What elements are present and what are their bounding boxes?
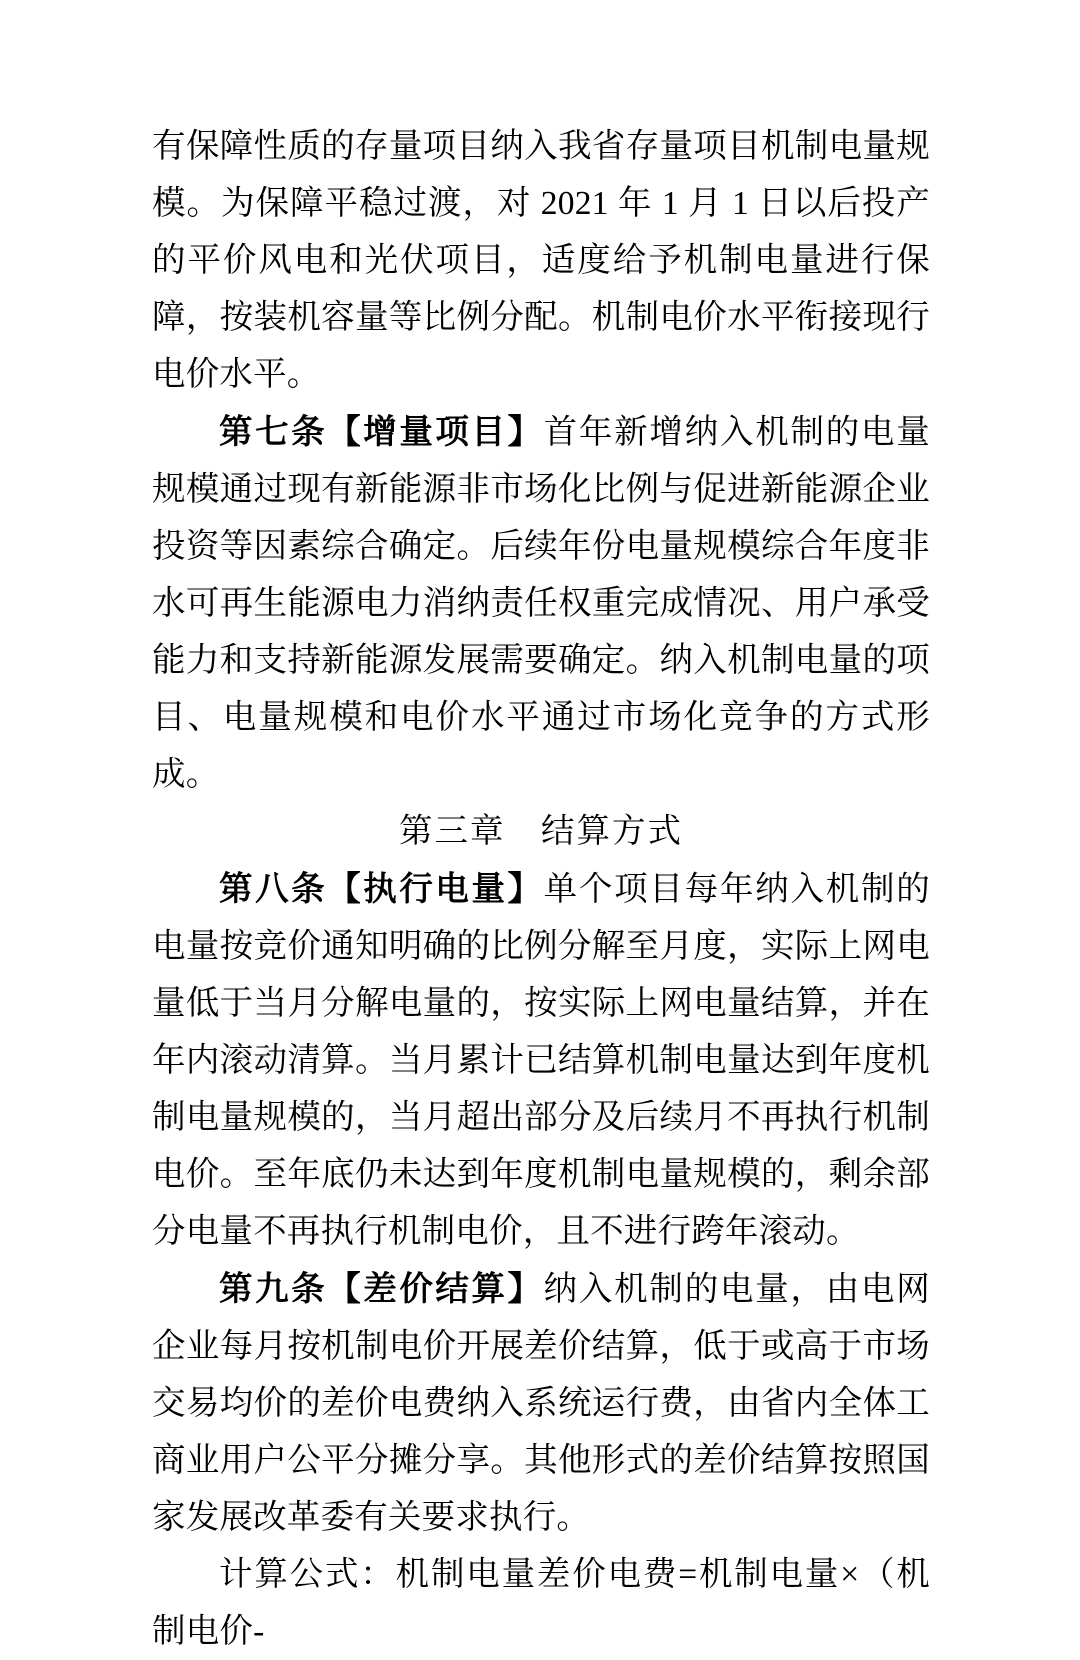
article-7-heading: 第七条【增量项目】 <box>219 412 544 451</box>
article-8-text: 单个项目每年纳入机制的电量按竞价通知明确的比例分解至月度，实际上网电量低于当月分解电量的，按实际上网电量结算，并在年内滚动清算。当月累计已结算机制电量达到年度机制电量规模的，当月超出部分及后续月不再执行机制电价。至年底仍未达到年度机制电量规模的，剩余部分电量不再执行机制电价，且不进行跨年滚动。 <box>152 871 931 1250</box>
document-body <box>152 118 930 1660</box>
article-7-text: 首年新增纳入机制的电量规模通过现有新能源非市场化比例与促进新能源企业投资等因素综合确定。后续年份电量规模综合年度非水可再生能源电力消纳责任权重完成情况、用户承受能力和支持新能源发展需要确定。纳入机制电量的项目、电量规模和电价水平通过市场化竞争的方式形成。 <box>152 414 931 793</box>
paragraph-article-7 <box>152 403 930 803</box>
paragraph-article-9 <box>152 1260 930 1546</box>
article-9-heading: 第九条【差价结算】 <box>219 1269 544 1308</box>
paragraph-formula: 计算公式：机制电量差价电费=机制电量×（机制电价- <box>152 1556 930 1650</box>
paragraph-article-8 <box>152 860 930 1260</box>
article-9-text: 纳入机制的电量，由电网企业每月按机制电价开展差价结算，低于或高于市场交易均价的差价电费纳入系统运行费，由省内全体工商业用户公平分摊分享。其他形式的差价结算按照国家发展改革委有关要求执行。 <box>152 1271 931 1536</box>
chapter-3-title: 第三章 结算方式 <box>399 813 683 850</box>
article-8-heading: 第八条【执行电量】 <box>219 869 544 908</box>
paragraph-continuation: 有保障性质的存量项目纳入我省存量项目机制电量规模。为保障平稳过渡，对 2021 年 1 月 1 日以后投产的平价风电和光伏项目，适度给予机制电量进行保障，按装机容量等比例分配。机制电价水平衔接现行电价水平。 <box>152 128 930 393</box>
